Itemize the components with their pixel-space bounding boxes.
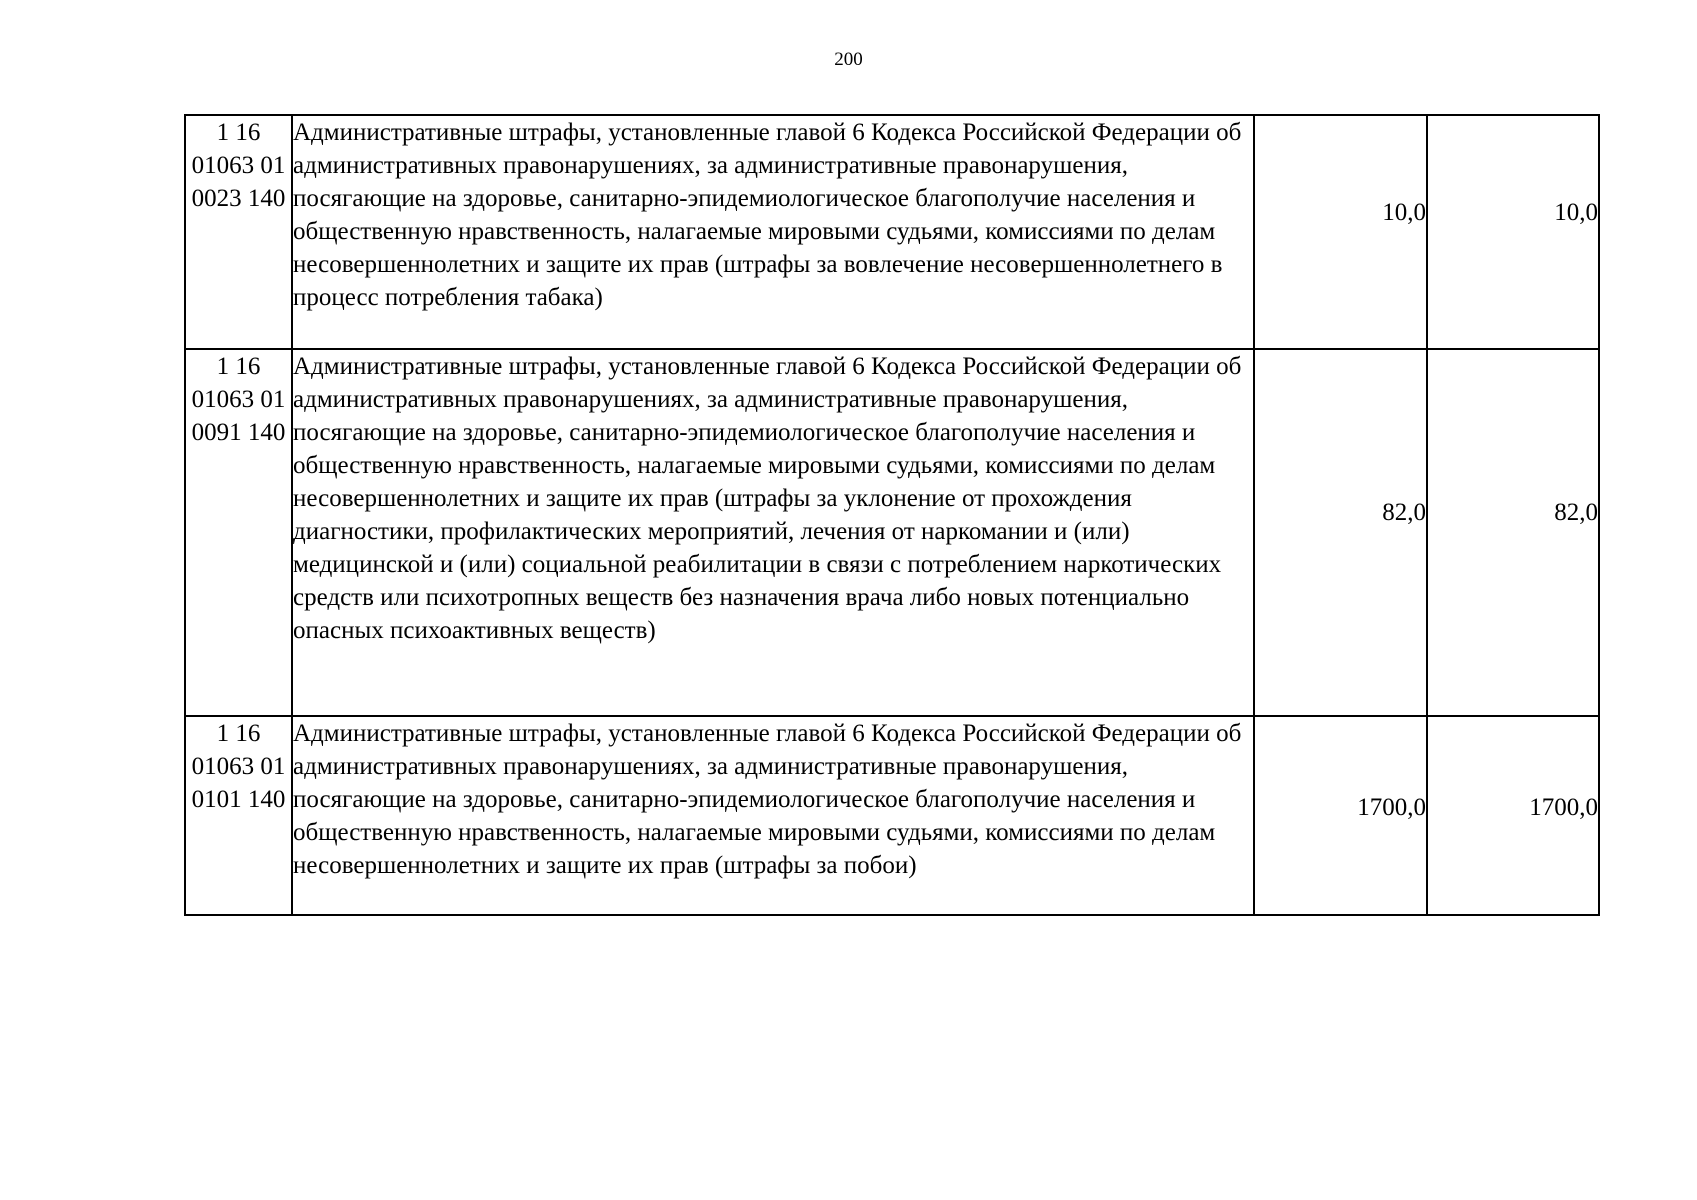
budget-code-line: 01063 01 xyxy=(191,753,286,780)
description-cell: Административные штрафы, установленные главой 6 Кодекса Российской Федерации об административных правонарушениях, за административные правонарушения, посягающие на здоровье, санитарно-эпидемиологическое благополучие населения и общественную нравственность, налагаемые мировыми судьями, комиссиями по делам несовершеннолетних и защите их прав (штрафы за уклонение от прохождения диагностики, профилактических мероприятий, лечения от наркомании и (или) медицинской и (или) социальной реабилитации в связи с потреблением наркотических средств или психотропных веществ без назначения врача либо новых потенциально опасных психоактивных веществ) xyxy=(292,349,1254,716)
description-cell: Административные штрафы, установленные главой 6 Кодекса Российской Федерации об административных правонарушениях, за административные правонарушения, посягающие на здоровье, санитарно-эпидемиологическое благополучие населения и общественную нравственность, налагаемые мировыми судьями, комиссиями по делам несовершеннолетних и защите их прав (штрафы за вовлечение несовершеннолетнего в процесс потребления табака) xyxy=(292,115,1254,349)
amount-value: 1700,0 xyxy=(1357,794,1426,821)
budget-code-line: 1 16 xyxy=(216,720,261,747)
budget-code-line: 0101 140 xyxy=(191,786,286,813)
amount-cell xyxy=(1427,115,1599,349)
budget-code-line: 0091 140 xyxy=(191,419,286,446)
description-cell: Административные штрафы, установленные главой 6 Кодекса Российской Федерации об административных правонарушениях, за административные правонарушения, посягающие на здоровье, санитарно-эпидемиологическое благополучие населения и общественную нравственность, налагаемые мировыми судьями, комиссиями по делам несовершеннолетних и защите их прав (штрафы за побои) xyxy=(292,716,1254,915)
budget-code-line: 01063 01 xyxy=(191,152,286,179)
amount-cell xyxy=(1254,716,1427,915)
budget-code-cell xyxy=(185,349,292,716)
amount-value: 10,0 xyxy=(1554,198,1598,226)
page-number: 200 xyxy=(834,49,863,70)
revenue-table xyxy=(184,114,1600,916)
amount-cell xyxy=(1254,115,1427,349)
amount-cell xyxy=(1254,349,1427,716)
budget-code-line: 1 16 xyxy=(216,353,261,380)
table-row xyxy=(185,349,1599,716)
amount-value: 1700,0 xyxy=(1529,794,1598,821)
table-row xyxy=(185,115,1599,349)
budget-code-line: 0023 140 xyxy=(191,185,286,212)
budget-code-cell xyxy=(185,716,292,915)
amount-value: 10,0 xyxy=(1382,198,1426,226)
amount-value: 82,0 xyxy=(1382,499,1426,526)
amount-cell xyxy=(1427,716,1599,915)
budget-code-line: 01063 01 xyxy=(191,386,286,413)
amount-cell xyxy=(1427,349,1599,716)
amount-value: 82,0 xyxy=(1554,499,1598,526)
budget-code-line: 1 16 xyxy=(216,119,261,146)
table-row xyxy=(185,716,1599,915)
budget-code-cell xyxy=(185,115,292,349)
